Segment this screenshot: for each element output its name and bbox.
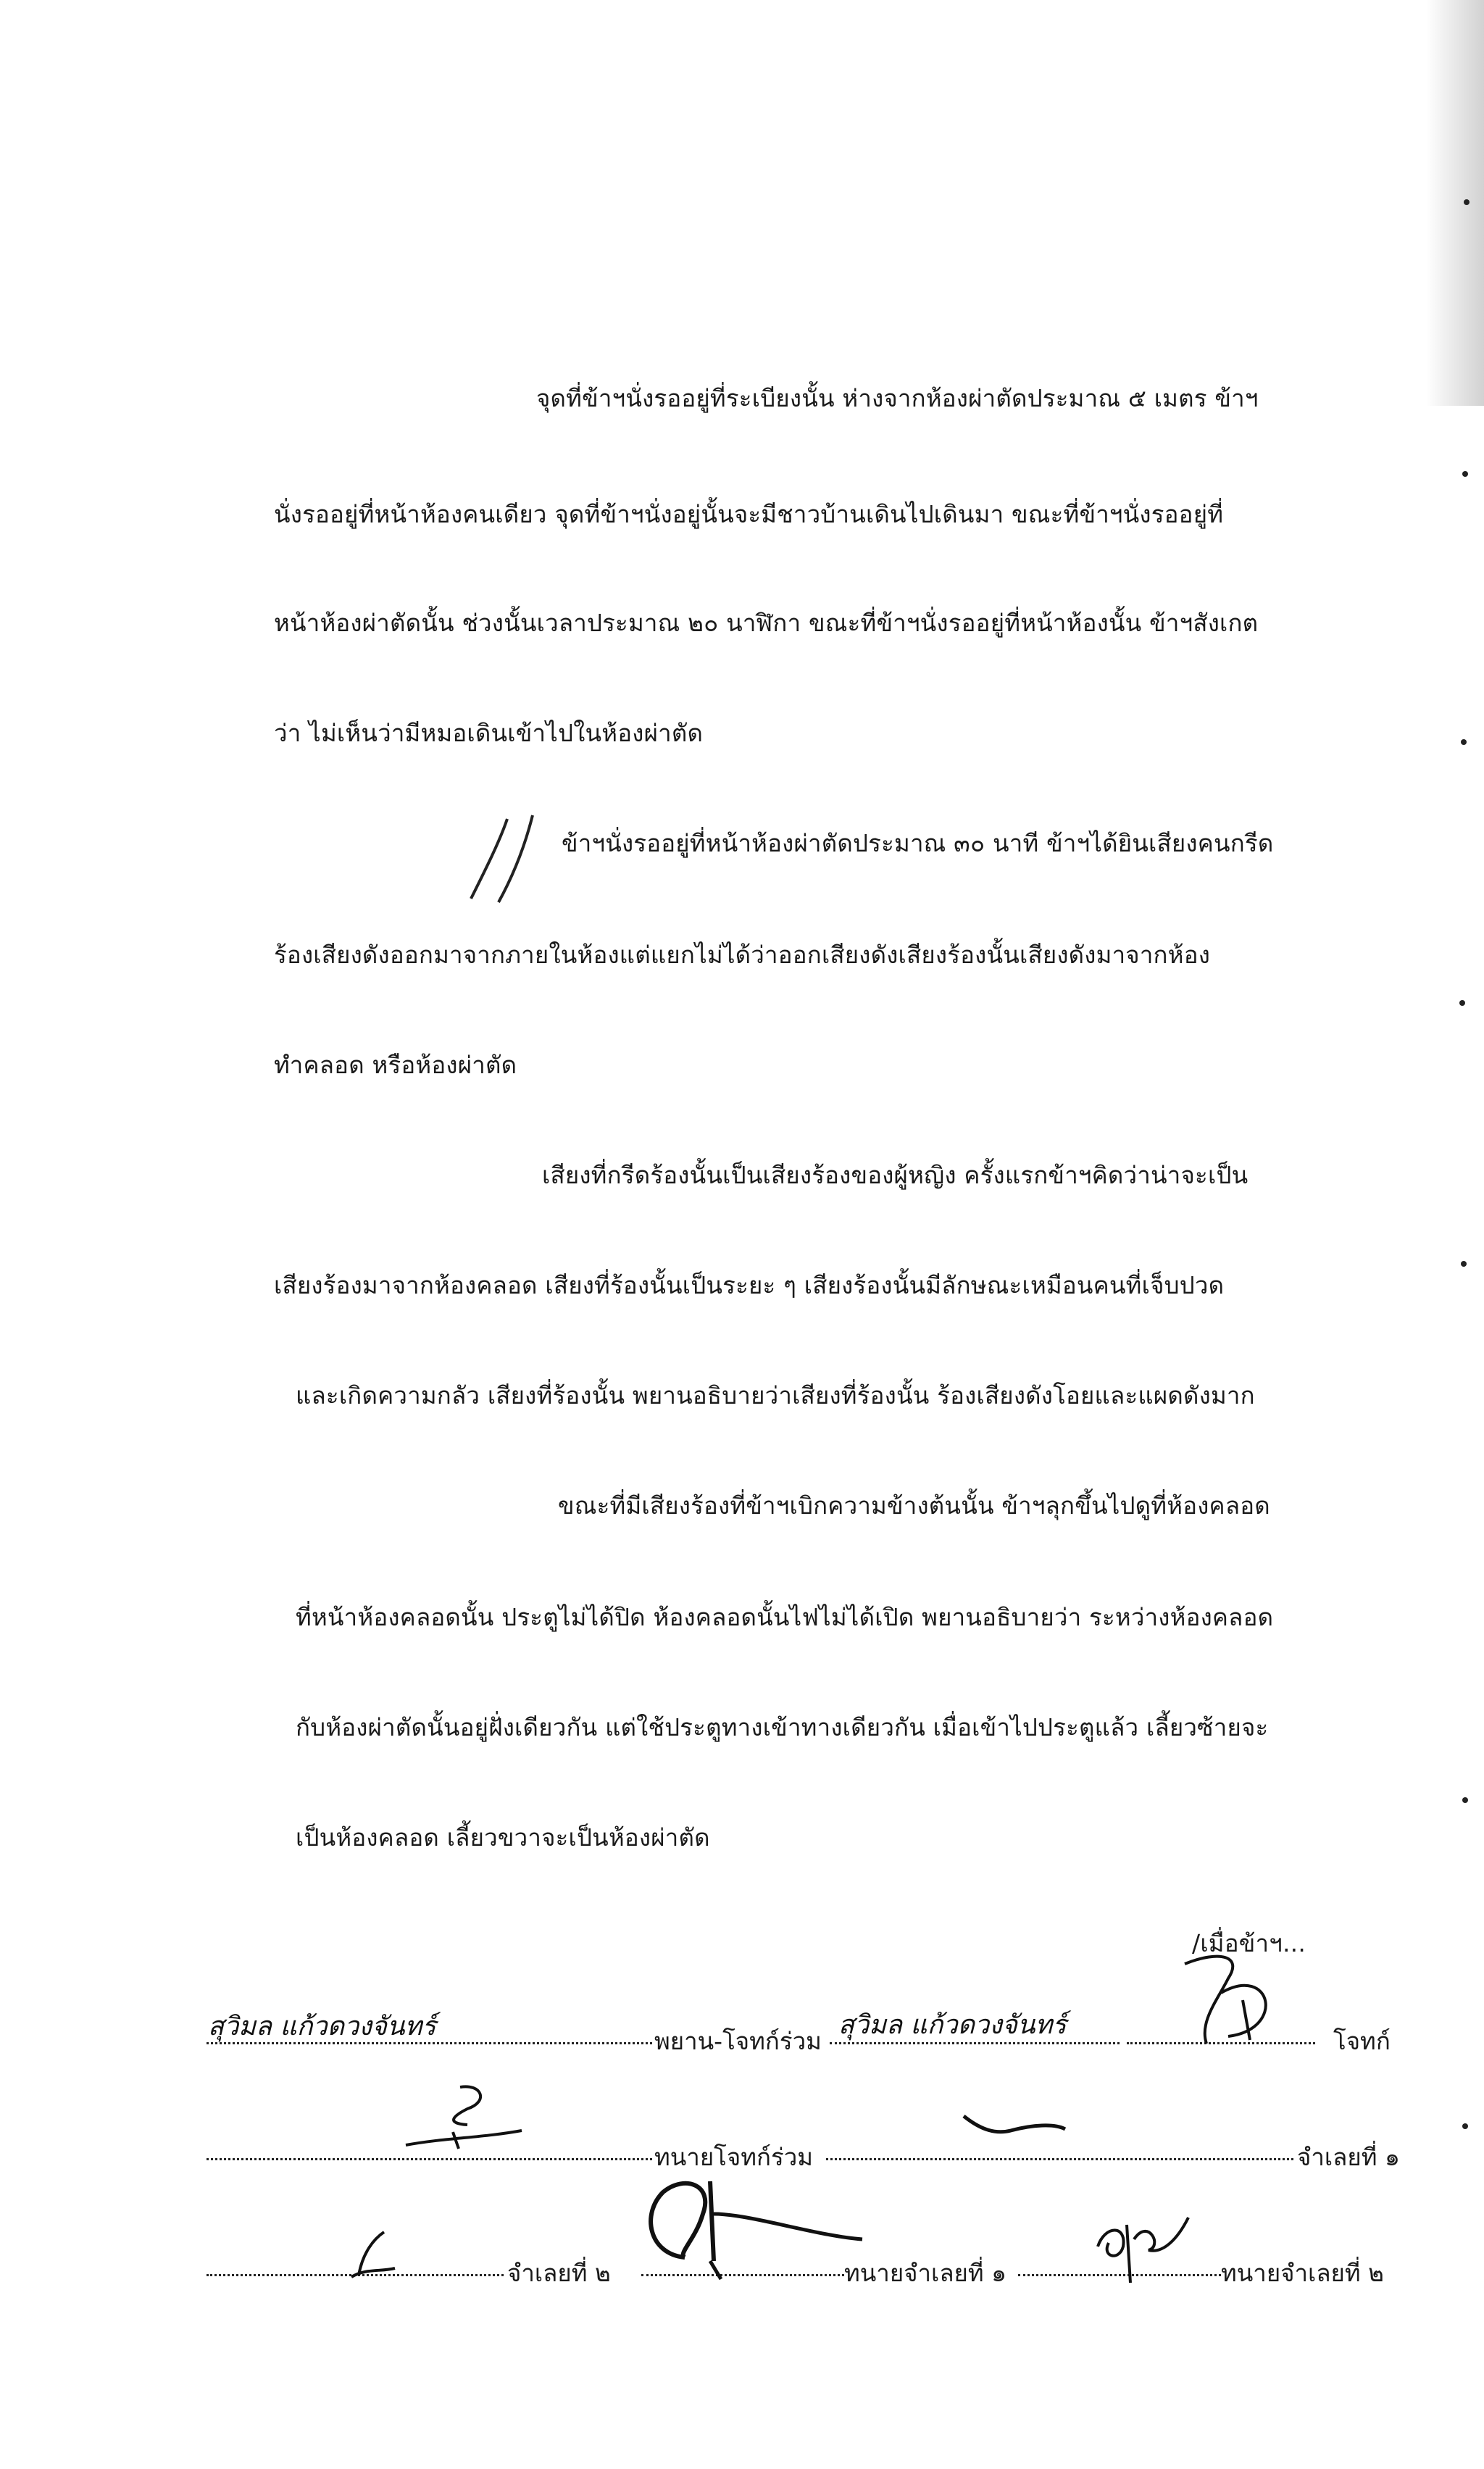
paragraph-line: นั่งรออยู่ที่หน้าห้องคนเดียว จุดที่ข้าฯนั่งอยู่นั้นจะมีชาวบ้านเดินไปเดินมา ขณะที่ข้าฯนั่งรออยู่ที่ bbox=[274, 500, 1224, 528]
handwritten-signature bbox=[207, 2000, 583, 2054]
paragraph-line: จุดที่ข้าฯนั่งรออยู่ที่ระเบียงนั้น ห่างจากห้องผ่าตัดประมาณ ๕ เมตร ข้าฯ bbox=[536, 384, 1259, 412]
scan-speck bbox=[1459, 1000, 1465, 1006]
paragraph-line: ที่หน้าห้องคลอดนั้น ประตูไม่ได้ปิด ห้องคลอดนั้นไฟไม่ได้เปิด พยานอธิบายว่า ระหว่างห้องคลอด bbox=[296, 1603, 1274, 1631]
signature-handwriting: สุวิมล แก้วดวงจันทร์ bbox=[208, 2012, 436, 2041]
paragraph-line: ข้าฯนั่งรออยู่ที่หน้าห้องผ่าตัดประมาณ ๓๐ นาที ข้าฯได้ยินเสียงคนกรีด bbox=[562, 829, 1274, 857]
plaintiff-label: โจทก์ bbox=[1333, 2027, 1391, 2055]
paragraph-line: หน้าห้องผ่าตัดนั้น ช่วงนั้นเวลาประมาณ ๒๐ นาฬิกา ขณะที่ข้าฯนั่งรออยู่ที่หน้าห้องนั้น ข้าฯสังเกต bbox=[274, 609, 1259, 637]
lawyer-d1-label: ทนายจำเลยที่ ๑ bbox=[844, 2259, 1007, 2287]
scan-speck bbox=[1461, 1261, 1467, 1267]
signature-row-3 bbox=[207, 2232, 1409, 2290]
paragraph-line: ทำคลอด หรือห้องผ่าตัด bbox=[274, 1051, 517, 1079]
scan-speck bbox=[1462, 471, 1468, 477]
paragraph-line: ว่า ไม่เห็นว่ามีหมอเดินเข้าไปในห้องผ่าตัด bbox=[274, 719, 704, 747]
signature-row-2 bbox=[207, 2116, 1409, 2174]
defendant1-label: จำเลยที่ ๑ bbox=[1297, 2143, 1400, 2171]
lawyer-signature-scribble bbox=[402, 2080, 525, 2163]
defendant2-label: จำเลยที่ ๒ bbox=[507, 2259, 611, 2287]
signature-handwriting: สุวิมล แก้วดวงจันทร์ bbox=[838, 2010, 1067, 2040]
lawyer-d2-signature-scribble bbox=[1091, 2210, 1192, 2294]
paragraph-line: เสียงร้องมาจากห้องคลอด เสียงที่ร้องนั้นเป็นระยะ ๆ เสียงร้องนั้นมีลักษณะเหมือนคนที่เจ็บปวด bbox=[274, 1271, 1225, 1299]
lawyer-d2-label: ทนายจำเลยที่ ๒ bbox=[1221, 2259, 1384, 2287]
defendant1-signature-scribble bbox=[960, 2102, 1069, 2156]
scan-speck bbox=[1464, 199, 1470, 205]
plaintiff-signature-scribble bbox=[1177, 1949, 1293, 2062]
scan-speck bbox=[1462, 2123, 1468, 2129]
scan-speck bbox=[1462, 1797, 1468, 1803]
paragraph-line: เป็นห้องคลอด เลี้ยวขวาจะเป็นห้องผ่าตัด bbox=[296, 1823, 710, 1852]
co-plaintiff-lawyer-label: ทนายโจทก์ร่วม bbox=[654, 2143, 813, 2171]
defendant2-signature-scribble bbox=[344, 2225, 402, 2286]
paragraph-line: ร้องเสียงดังออกมาจากภายในห้องแต่แยกไม่ได้ว่าออกเสียงดังเสียงร้องนั้นเสียงดังมาจากห้อง bbox=[274, 941, 1211, 969]
scan-shadow bbox=[1426, 0, 1484, 406]
signature-line bbox=[826, 2157, 1293, 2160]
lawyer-d1-signature-scribble bbox=[634, 2170, 866, 2290]
witness-plaintiff-label: พยาน-โจทก์ร่วม bbox=[654, 2027, 822, 2055]
paragraph-mark bbox=[464, 812, 543, 909]
handwritten-signature bbox=[837, 2000, 1127, 2054]
paragraph-line: และเกิดความกลัว เสียงที่ร้องนั้น พยานอธิบายว่าเสียงที่ร้องนั้น ร้องเสียงดังโอยและแผดดังมาก bbox=[296, 1381, 1255, 1410]
paragraph-line: ขณะที่มีเสียงร้องที่ข้าฯเบิกความข้างต้นนั้น ข้าฯลุกขึ้นไปดูที่ห้องคลอด bbox=[558, 1491, 1270, 1520]
paragraph-line: กับห้องผ่าตัดนั้นอยู่ฝั่งเดียวกัน แต่ใช้ประตูทางเข้าทางเดียวกัน เมื่อเข้าไปประตูแล้ว เลี้ยวซ้ายจะ bbox=[296, 1713, 1269, 1741]
paragraph-line: เสียงที่กรีดร้องนั้นเป็นเสียงร้องของผู้หญิง ครั้งแรกข้าฯคิดว่าน่าจะเป็น bbox=[542, 1161, 1249, 1189]
scan-speck bbox=[1461, 739, 1467, 745]
continuation-marker: /เมื่อข้าฯ... bbox=[1192, 1929, 1306, 1957]
signature-row-1 bbox=[207, 2000, 1409, 2058]
